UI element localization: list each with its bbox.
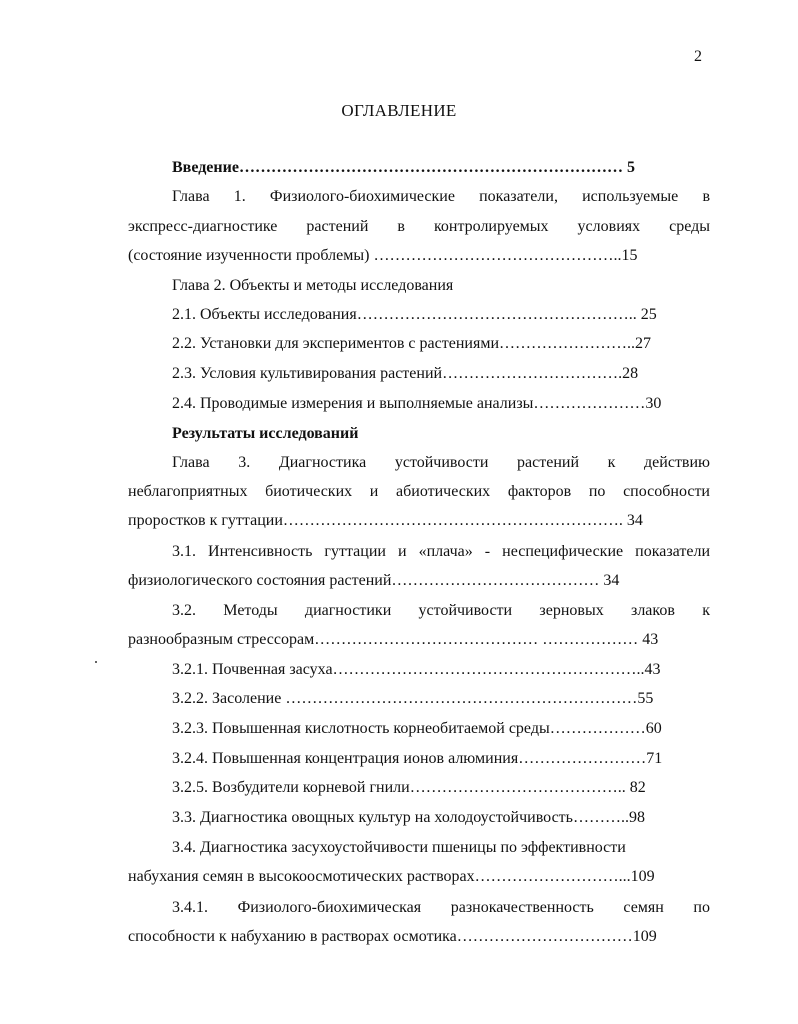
toc-line: 3.2.4. Повышенная концентрация ионов алюминия……………………71	[172, 750, 663, 767]
page-number: 2	[694, 48, 702, 65]
toc-line: 2.3. Условия культивирования растений…………………………….28	[172, 365, 639, 382]
toc-line: способности к набуханию в растворах осмотика……………………………109	[128, 928, 657, 945]
toc-line: 3.4. Диагностика засухоустойчивости пшеницы по эффективности	[172, 839, 626, 856]
scan-speck	[95, 661, 97, 663]
toc-line: 3.2.5. Возбудители корневой гнили………………………………….. 82	[172, 779, 646, 796]
toc-line: 3.1. Интенсивность гуттации и «плача» - неспецифические показатели	[172, 543, 710, 560]
toc-line: Глава 3. Диагностика устойчивости растений к действию	[172, 454, 710, 471]
toc-line: 2.2. Установки для экспериментов с растениями……………………..27	[172, 335, 651, 352]
toc-line: 2.1. Объекты исследования…………………………………………….. 25	[172, 306, 657, 323]
toc-line: разнообразным стрессорам…………………………………… ……………… 43	[128, 631, 659, 648]
toc-line: физиологического состояния растений………………………………… 34	[128, 572, 620, 589]
toc-line: (состояние изученности проблемы) ………………………………………..15	[128, 247, 638, 264]
toc-line: проростков к гуттации………………………………………………………. 34	[128, 512, 643, 529]
toc-line: 3.2.2. Засоление …………………………………………………………55	[172, 690, 654, 707]
toc-line: экспресс-диагностике растений в контролируемых условиях среды	[128, 218, 710, 235]
toc-line: неблагоприятных биотических и абиотических факторов по способности	[128, 483, 710, 500]
toc-line: Глава 2. Объекты и методы исследования	[172, 277, 454, 294]
toc-line: 3.4.1. Физиолого-биохимическая разнокачественность семян по	[172, 899, 710, 916]
toc-title: ОГЛАВЛЕНИЕ	[341, 101, 457, 120]
toc-line: Результаты исследований	[172, 425, 359, 442]
toc-line: Глава 1. Физиолого-биохимические показатели, используемые в	[172, 188, 710, 205]
toc-line: 3.3. Диагностика овощных культур на холодоустойчивость………..98	[172, 809, 645, 826]
toc-line: 2.4. Проводимые измерения и выполняемые анализы…………………30	[172, 395, 662, 412]
toc-line: 3.2. Методы диагностики устойчивости зерновых злаков к	[172, 602, 710, 619]
toc-line: 3.2.3. Повышенная кислотность корнеобитаемой среды………………60	[172, 720, 662, 737]
toc-line: Введение……………………………………………………………… 5	[172, 159, 635, 176]
toc-line: набухания семян в высокоосмотических растворах………………………...109	[128, 868, 655, 885]
toc-line: 3.2.1. Почвенная засуха…………………………………………………..43	[172, 661, 661, 678]
